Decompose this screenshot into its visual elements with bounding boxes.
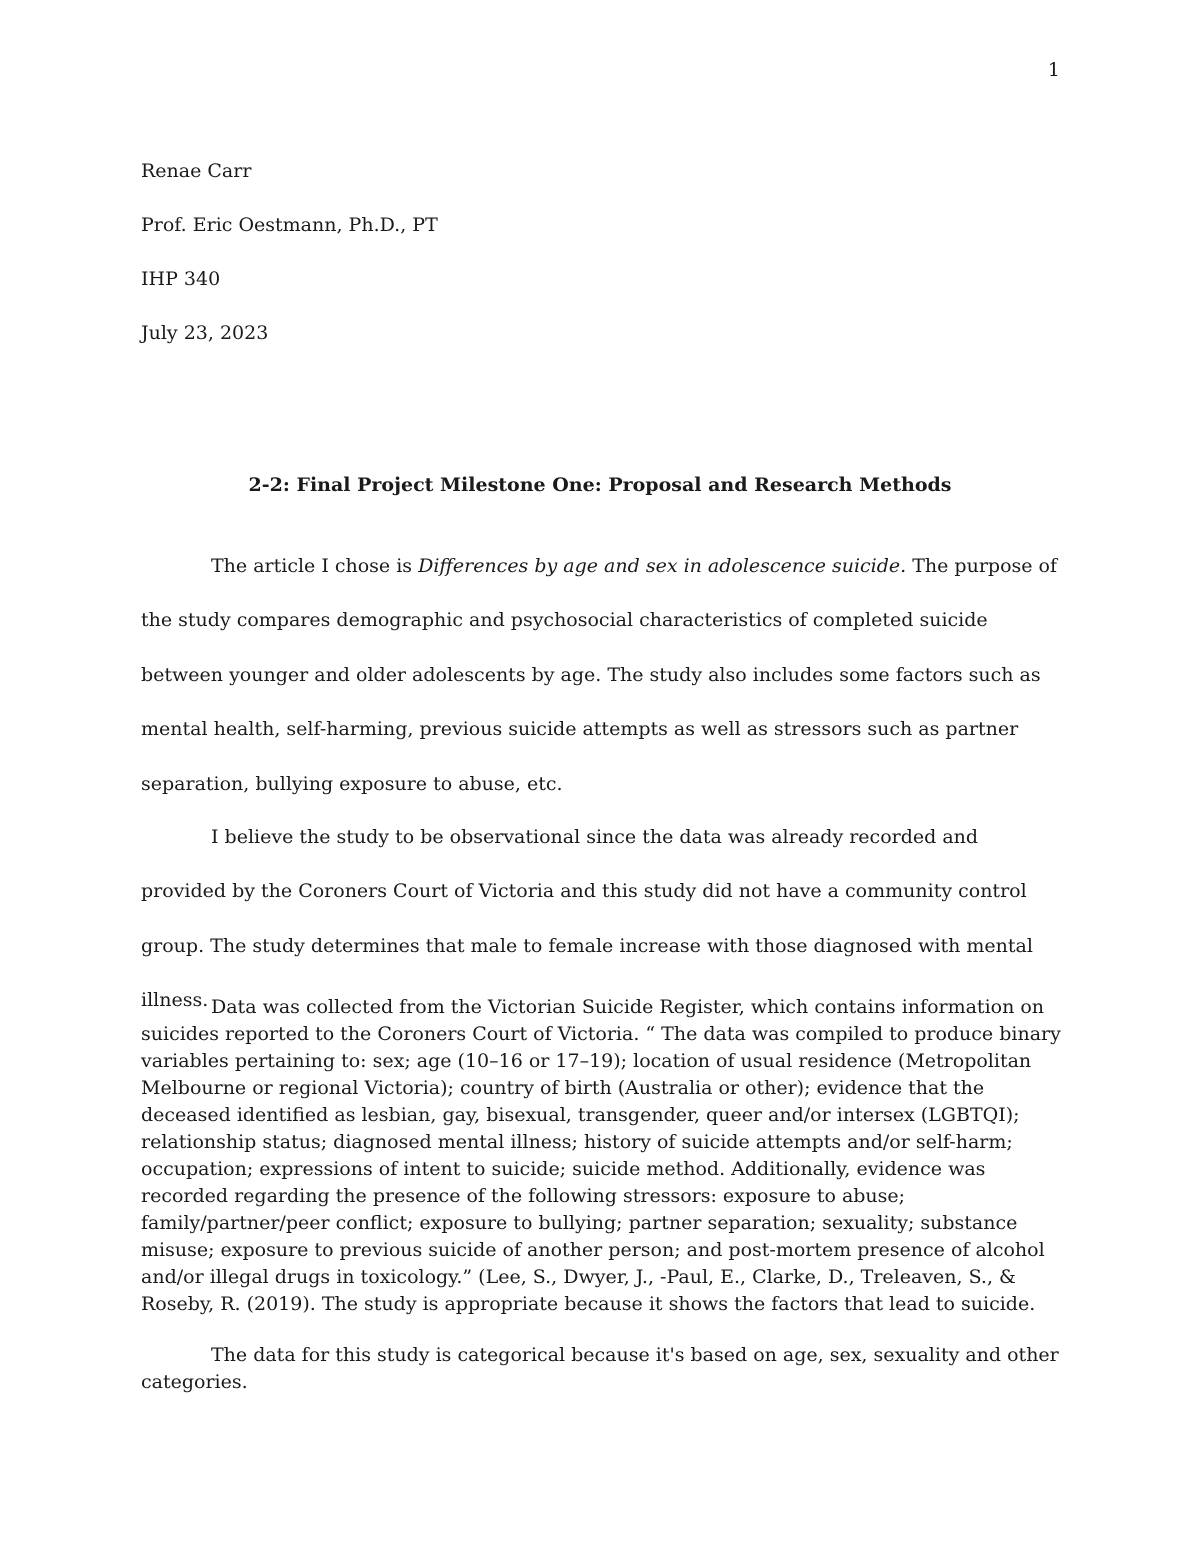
paragraph-text: Data was collected from the Victorian Suicide Register, which contains information on suicides reported to the Coroners Court of Victoria. “ The data was compiled to produce binary variables pertaining to: sex; age (10–16 or 17–19); location of usual residence (Metropolitan Melbourne or regional Victoria); country of birth (Australia or other); evidence that the deceased identified as lesbian, gay, bisexual, transgender, queer and/or intersex (LGBTQI); relationship status; diagnosed mental illness; history of suicide attempts and/or self-harm; occupation; expressions of intent to suicide; suicide method. Additionally, evidence was recorded regarding the presence of the following stressors: exposure to abuse; family/partner/peer conflict; exposure to bullying; partner separation; sexuality; substance misuse; exposure to previous suicide of another person; and post-mortem presence of alcohol and/or illegal drugs in toxicology.” (Lee, S., Dwyer, J., -Paul, E., Clarke, D., Treleaven, S., & Roseby, R. (2019). The study is appropriate because it shows the factors that lead to suicide. <box>141 996 1061 1315</box>
paragraph-text: The purpose of the study compares demographic and psychosocial characteristics of completed suicide between younger and older adolescents by age. The study also includes some factors such as mental health, self-harming, previous suicide attempts as well as stressors such as partner separation, bullying exposure to abuse, etc. <box>141 555 1058 795</box>
paragraph-text: I believe the study to be observational since the data was already recorded and provided by the Coroners Court of Victoria and this study did not have a community control group. The study determines that male to female increase with those diagnosed with mental illness. <box>141 826 1033 1012</box>
submission-date: July 23, 2023 <box>141 322 269 344</box>
page-number: 1 <box>1047 59 1060 81</box>
document-title: 2-2: Final Project Milestone One: Proposal and Research Methods <box>248 474 952 496</box>
paragraph-text: The article I chose is <box>211 555 419 577</box>
paragraph-data-type <box>141 1342 1061 1396</box>
heading-block <box>141 144 438 360</box>
paragraph-text: The data for this study is categorical because it's based on age, sex, sexuality and other categories. <box>141 1344 1059 1393</box>
instructor-name: Prof. Eric Oestmann, Ph.D., PT <box>141 214 438 236</box>
article-title: Differences by age and sex in adolescence suicide. <box>418 555 907 577</box>
author-name: Renae Carr <box>141 160 252 182</box>
paragraph-data-collection <box>141 994 1061 1318</box>
course-code: IHP 340 <box>141 268 221 290</box>
paragraph-article-purpose <box>141 539 1061 811</box>
